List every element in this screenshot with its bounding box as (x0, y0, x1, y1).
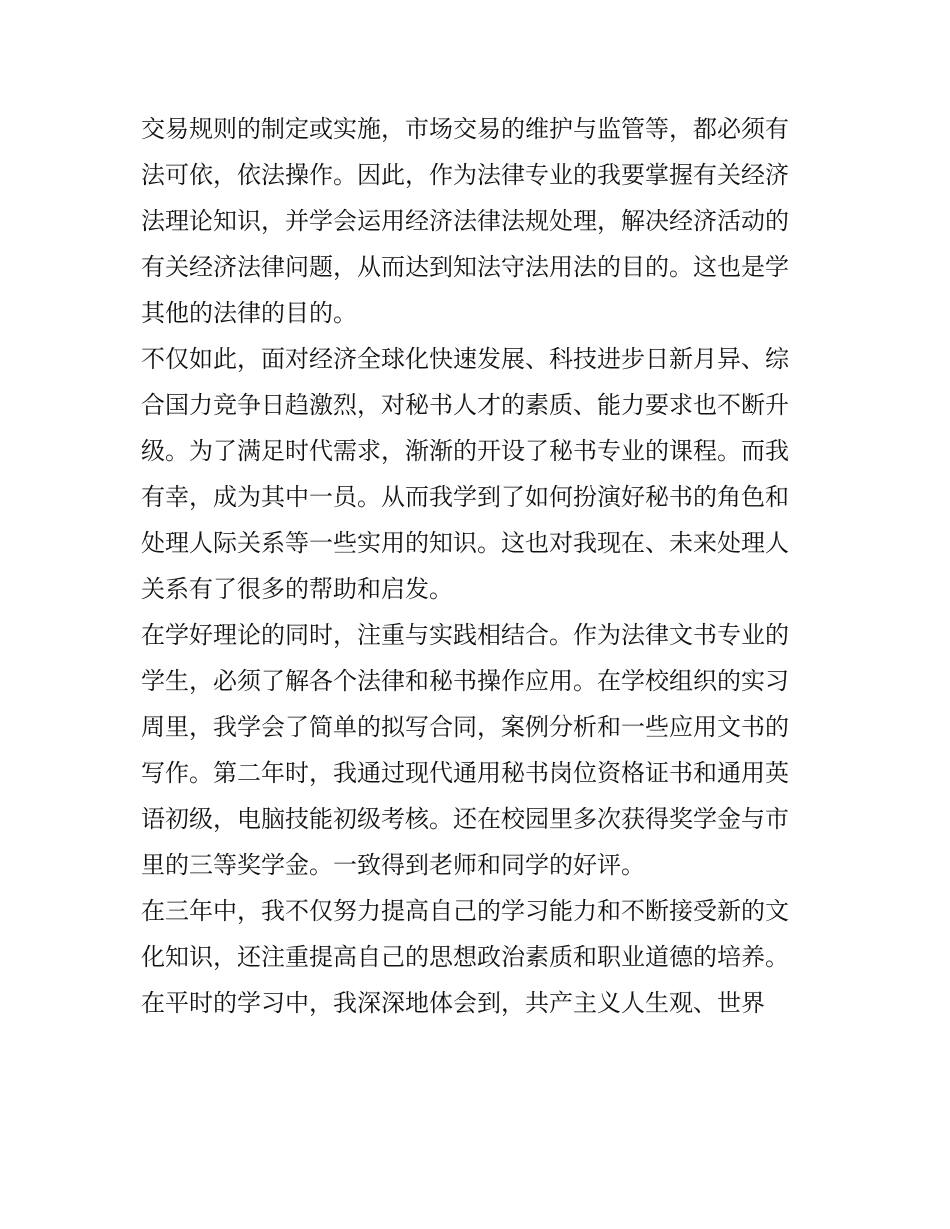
text-line-4: 有关经济法律问题，从而达到知法守法用法的目的。这也是学 (141, 253, 789, 281)
text-line-12: 在学好理论的同时，注重与实践相结合。作为法律文书专业的 (141, 621, 789, 649)
text-line-6: 不仅如此，面对经济全球化快速发展、科技进步日新月异、综 (141, 345, 789, 373)
text-line-9: 有幸，成为其中一员。从而我学到了如何扮演好秘书的角色和 (141, 483, 789, 511)
text-line-7: 合国力竞争日趋激烈，对秘书人才的素质、能力要求也不断升 (141, 391, 789, 419)
text-line-3: 法理论知识，并学会运用经济法律法规处理，解决经济活动的 (141, 207, 789, 235)
text-line-2: 法可依，依法操作。因此，作为法律专业的我要掌握有关经济 (141, 161, 789, 189)
text-line-11: 关系有了很多的帮助和启发。 (141, 575, 453, 603)
text-line-16: 语初级，电脑技能初级考核。还在校园里多次获得奖学金与市 (141, 805, 789, 833)
text-line-1: 交易规则的制定或实施，市场交易的维护与监管等，都必须有 (141, 115, 789, 143)
text-line-17: 里的三等奖学金。一致得到老师和同学的好评。 (141, 851, 645, 879)
text-line-15: 写作。第二年时，我通过现代通用秘书岗位资格证书和通用英 (141, 759, 789, 787)
text-line-13: 学生，必须了解各个法律和秘书操作应用。在学校组织的实习 (141, 667, 789, 695)
text-line-18: 在三年中，我不仅努力提高自己的学习能力和不断接受新的文 (141, 897, 789, 925)
text-line-20: 在平时的学习中，我深深地体会到，共产主义人生观、世界 (141, 989, 765, 1017)
text-line-19: 化知识，还注重提高自己的思想政治素质和职业道德的培养。 (141, 943, 789, 971)
text-line-10: 处理人际关系等一些实用的知识。这也对我现在、未来处理人 (141, 529, 789, 557)
text-line-14: 周里，我学会了简单的拟写合同，案例分析和一些应用文书的 (141, 713, 789, 741)
text-line-8: 级。为了满足时代需求，渐渐的开设了秘书专业的课程。而我 (141, 437, 789, 465)
body-text (141, 106, 821, 1026)
text-line-5: 其他的法律的目的。 (141, 299, 357, 327)
